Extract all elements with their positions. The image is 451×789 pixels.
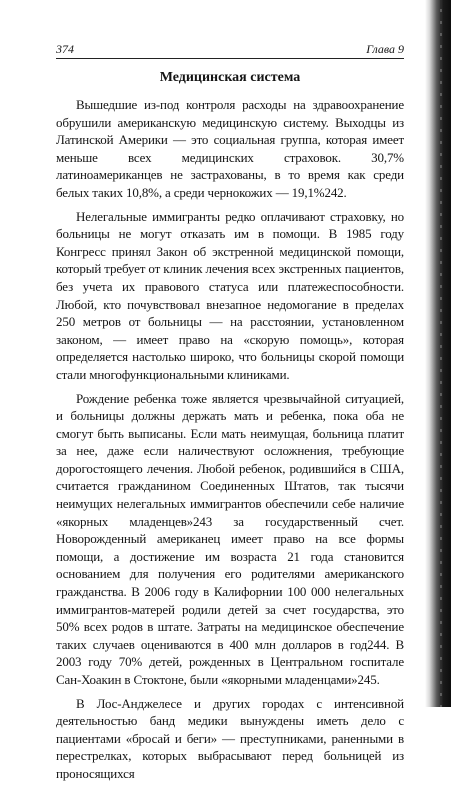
spine-streak xyxy=(440,0,442,707)
paragraph: Вышедшие из-под контроля расходы на здравоохранение обрушили американскую медицинскую систему. Выходцы из Латинской Америки — это социальная группа, которая имеет меньше всех медицинских страховок. 30,7% латиноамериканцев не застрахованы, в то время как среди белых таких 10,8%, а среди чернокожих — 19,1%242. xyxy=(56,97,404,200)
page-number: 374 xyxy=(56,42,74,56)
paragraph: Нелегальные иммигранты редко оплачивают страховку, но больницы не могут отказать им в помощи. В 1985 году Конгресс принял Закон об экстренной медицинской помощи, который требует от клиник лечения всех экстренных пациентов, без учета их правового статуса или платежеспособности. Любой, кто почувствовал внезапное недомогание в пределах 250 метров от больницы — на расстоянии, установленном законом, — имеет право на «скорую помощь», которая определяется настолько широко, что больницы скорой помощи стали многофункциональными клиниками. xyxy=(56,208,404,382)
paragraph: В Лос-Анджелесе и других городах с интенсивной деятельностью банд медики вынуждены иметь дело с пациентами «бросай и беги» — преступниками, раненными в перестрелках, которых выбрасывают перед больницей из проносящихся xyxy=(56,695,404,781)
header-rule xyxy=(56,58,404,59)
paragraph: Рождение ребенка тоже является чрезвычайной ситуацией, и больницы должны держать мать и ребенка, пока оба не смогут быть выписаны. Если мать неимущая, больница платит за нее, даже если наличествуют осложнения, требующие дорогостоящего лечения. Любой ребенок, родившийся в США, считается гражданином Соединенных Штатов, так тысячи неимущих нелегальных иммигрантов обеспечили себе наличие «якорных младенцев»243 за государственный счет. Новорожденный американец имеет право на все формы помощи, а достижение им возраста 21 года становится основанием для получения его родителями американского гражданства. В 2006 году в Калифорнии 100 000 нелегальных иммигрантов-матерей родили детей за счет государства, это 50% всех родов в штате. Затраты на медицинское обеспечение таких случаев оцениваются в 400 млн долларов в год244. В 2003 году 70% детей, рожденных в Центральном госпитале Сан-Хоакин в Стоктоне, были «якорными младенцами»245. xyxy=(56,390,404,687)
book-spine-shadow xyxy=(425,0,451,707)
running-header xyxy=(56,42,404,58)
chapter-running-head: Глава 9 xyxy=(366,42,404,56)
section-heading: Медицинская система xyxy=(159,70,301,85)
body-text xyxy=(56,96,404,789)
